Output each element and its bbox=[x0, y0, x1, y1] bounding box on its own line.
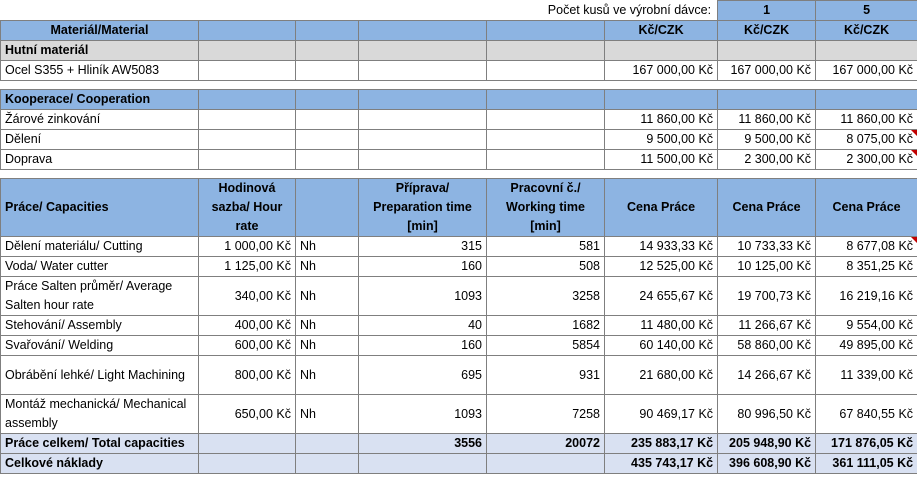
cell-v5[interactable]: 14 266,67 Kč bbox=[718, 356, 816, 395]
cell-v5[interactable]: 80 996,50 Kč bbox=[718, 395, 816, 434]
col-prep-header: Příprava/ Preparation time [min] bbox=[359, 179, 487, 237]
material-title: Materiál/Material bbox=[1, 21, 199, 41]
row-name[interactable]: Dělení materiálu/ Cutting bbox=[1, 237, 199, 257]
table-row bbox=[1, 336, 917, 356]
col-price-5: Cena Práce bbox=[718, 179, 816, 237]
total-v1[interactable]: 235 883,17 Kč bbox=[605, 434, 718, 454]
cell-v1[interactable]: 167 000,00 Kč bbox=[605, 61, 718, 81]
cell-v10[interactable]: 8 351,25 Kč bbox=[816, 257, 917, 277]
batch-row bbox=[1, 1, 917, 21]
table-row bbox=[1, 395, 917, 434]
grand-total-v10[interactable]: 361 111,05 Kč bbox=[816, 454, 917, 474]
cell-v10[interactable]: 11 860,00 Kč bbox=[816, 110, 917, 130]
cell-v10[interactable]: 67 840,55 Kč bbox=[816, 395, 917, 434]
cell-unit[interactable]: Nh bbox=[296, 237, 359, 257]
spacer-row bbox=[1, 81, 917, 90]
total-capacities-row bbox=[1, 434, 917, 454]
table-row bbox=[1, 237, 917, 257]
total-name: Práce celkem/ Total capacities bbox=[1, 434, 199, 454]
cell-unit[interactable]: Nh bbox=[296, 257, 359, 277]
cell-rate[interactable]: 600,00 Kč bbox=[199, 336, 296, 356]
cell-v10[interactable]: 8 075,00 Kč bbox=[816, 130, 917, 150]
cell-v10[interactable]: 11 339,00 Kč bbox=[816, 356, 917, 395]
cell-v5[interactable]: 11 860,00 Kč bbox=[718, 110, 816, 130]
cell-v10[interactable]: 2 300,00 Kč bbox=[816, 150, 917, 170]
total-v5[interactable]: 205 948,90 Kč bbox=[718, 434, 816, 454]
grand-total-v1[interactable]: 435 743,17 Kč bbox=[605, 454, 718, 474]
total-work[interactable]: 20072 bbox=[487, 434, 605, 454]
cell-v10[interactable]: 16 219,16 Kč bbox=[816, 277, 917, 316]
grand-total-name: Celkové náklady bbox=[1, 454, 199, 474]
cell-v1[interactable]: 9 500,00 Kč bbox=[605, 130, 718, 150]
col-price-1: Cena Práce bbox=[605, 179, 718, 237]
cell-work[interactable]: 3258 bbox=[487, 277, 605, 316]
row-name[interactable]: Žárové zinkování bbox=[1, 110, 199, 130]
batch-5[interactable]: 5 bbox=[816, 1, 917, 21]
cell-unit[interactable]: Nh bbox=[296, 277, 359, 316]
hutni-title: Hutní materiál bbox=[1, 41, 199, 61]
spacer-row bbox=[1, 170, 917, 179]
table-row bbox=[1, 277, 917, 316]
row-name[interactable]: Stehování/ Assembly bbox=[1, 316, 199, 336]
row-name[interactable]: Svařování/ Welding bbox=[1, 336, 199, 356]
col-price-10: Cena Práce bbox=[816, 179, 917, 237]
cell-v5[interactable]: 11 266,67 Kč bbox=[718, 316, 816, 336]
cell-unit[interactable]: Nh bbox=[296, 356, 359, 395]
cell-work[interactable]: 508 bbox=[487, 257, 605, 277]
currency-1: Kč/CZK bbox=[605, 21, 718, 41]
batch-1[interactable]: 1 bbox=[718, 1, 816, 21]
cell-v5[interactable]: 167 000,00 Kč bbox=[718, 61, 816, 81]
row-name[interactable]: Práce Salten průměr/ Average Salten hour rate bbox=[1, 277, 199, 316]
cell-unit[interactable]: Nh bbox=[296, 316, 359, 336]
cell-v10[interactable]: 167 000,00 Kč bbox=[816, 61, 917, 81]
cell-v5[interactable]: 9 500,00 Kč bbox=[718, 130, 816, 150]
prace-header-row bbox=[1, 179, 917, 237]
cell-v10[interactable]: 8 677,08 Kč bbox=[816, 237, 917, 257]
prace-title: Práce/ Capacities bbox=[1, 179, 199, 237]
cell-rate[interactable]: 800,00 Kč bbox=[199, 356, 296, 395]
col-work-header: Pracovní č./ Working time [min] bbox=[487, 179, 605, 237]
cell-v10[interactable]: 49 895,00 Kč bbox=[816, 336, 917, 356]
cell-work[interactable]: 581 bbox=[487, 237, 605, 257]
currency-5: Kč/CZK bbox=[718, 21, 816, 41]
kooperace-section-row bbox=[1, 90, 917, 110]
cell-v5[interactable]: 2 300,00 Kč bbox=[718, 150, 816, 170]
cell-v1[interactable]: 21 680,00 Kč bbox=[605, 356, 718, 395]
table-row bbox=[1, 150, 917, 170]
cell-rate[interactable]: 400,00 Kč bbox=[199, 316, 296, 336]
grand-total-row bbox=[1, 454, 917, 474]
cell-v1[interactable]: 11 480,00 Kč bbox=[605, 316, 718, 336]
cell-prep[interactable]: 695 bbox=[359, 356, 487, 395]
row-name[interactable]: Montáž mechanická/ Mechanical assembly bbox=[1, 395, 199, 434]
cell-v5[interactable]: 58 860,00 Kč bbox=[718, 336, 816, 356]
total-v10[interactable]: 171 876,05 Kč bbox=[816, 434, 917, 454]
grand-total-v5[interactable]: 396 608,90 Kč bbox=[718, 454, 816, 474]
cell-v5[interactable]: 19 700,73 Kč bbox=[718, 277, 816, 316]
total-prep[interactable]: 3556 bbox=[359, 434, 487, 454]
cell-work[interactable]: 931 bbox=[487, 356, 605, 395]
cell-prep[interactable]: 1093 bbox=[359, 277, 487, 316]
table-row bbox=[1, 356, 917, 395]
table-row bbox=[1, 257, 917, 277]
table-row bbox=[1, 61, 917, 81]
cell-v5[interactable]: 10 733,33 Kč bbox=[718, 237, 816, 257]
hutni-section-row bbox=[1, 41, 917, 61]
table-row bbox=[1, 316, 917, 336]
cell-unit[interactable]: Nh bbox=[296, 395, 359, 434]
cell-v1[interactable]: 11 860,00 Kč bbox=[605, 110, 718, 130]
cell-prep[interactable]: 40 bbox=[359, 316, 487, 336]
cell-v1[interactable]: 12 525,00 Kč bbox=[605, 257, 718, 277]
row-name[interactable]: Voda/ Water cutter bbox=[1, 257, 199, 277]
cell-unit[interactable]: Nh bbox=[296, 336, 359, 356]
cell-work[interactable]: 1682 bbox=[487, 316, 605, 336]
cell-rate[interactable]: 1 125,00 Kč bbox=[199, 257, 296, 277]
row-name[interactable]: Dělení bbox=[1, 130, 199, 150]
cell-prep[interactable]: 315 bbox=[359, 237, 487, 257]
col-rate-header: Hodinová sazba/ Hour rate bbox=[199, 179, 296, 237]
batch-label: Počet kusů ve výrobní dávce: bbox=[547, 2, 712, 17]
row-name[interactable]: Obrábění lehké/ Light Machining bbox=[1, 356, 199, 395]
table-row bbox=[1, 110, 917, 130]
cell-v10[interactable]: 9 554,00 Kč bbox=[816, 316, 917, 336]
cell-work[interactable]: 7258 bbox=[487, 395, 605, 434]
currency-10: Kč/CZK bbox=[816, 21, 917, 41]
cell-v1[interactable]: 90 469,17 Kč bbox=[605, 395, 718, 434]
material-header-row bbox=[1, 21, 917, 41]
cell-rate[interactable]: 340,00 Kč bbox=[199, 277, 296, 316]
cell-work[interactable]: 5854 bbox=[487, 336, 605, 356]
table-row bbox=[1, 130, 917, 150]
cell-rate[interactable]: 650,00 Kč bbox=[199, 395, 296, 434]
cell-prep[interactable]: 160 bbox=[359, 336, 487, 356]
cell-prep[interactable]: 160 bbox=[359, 257, 487, 277]
row-name[interactable]: Doprava bbox=[1, 150, 199, 170]
cell-rate[interactable]: 1 000,00 Kč bbox=[199, 237, 296, 257]
cell-v1[interactable]: 14 933,33 Kč bbox=[605, 237, 718, 257]
cell-v1[interactable]: 24 655,67 Kč bbox=[605, 277, 718, 316]
cell-prep[interactable]: 1093 bbox=[359, 395, 487, 434]
cell-v5[interactable]: 10 125,00 Kč bbox=[718, 257, 816, 277]
row-name[interactable]: Ocel S355 + Hliník AW5083 bbox=[1, 61, 199, 81]
kooperace-title: Kooperace/ Cooperation bbox=[1, 90, 199, 110]
cell-v1[interactable]: 11 500,00 Kč bbox=[605, 150, 718, 170]
cell-v1[interactable]: 60 140,00 Kč bbox=[605, 336, 718, 356]
